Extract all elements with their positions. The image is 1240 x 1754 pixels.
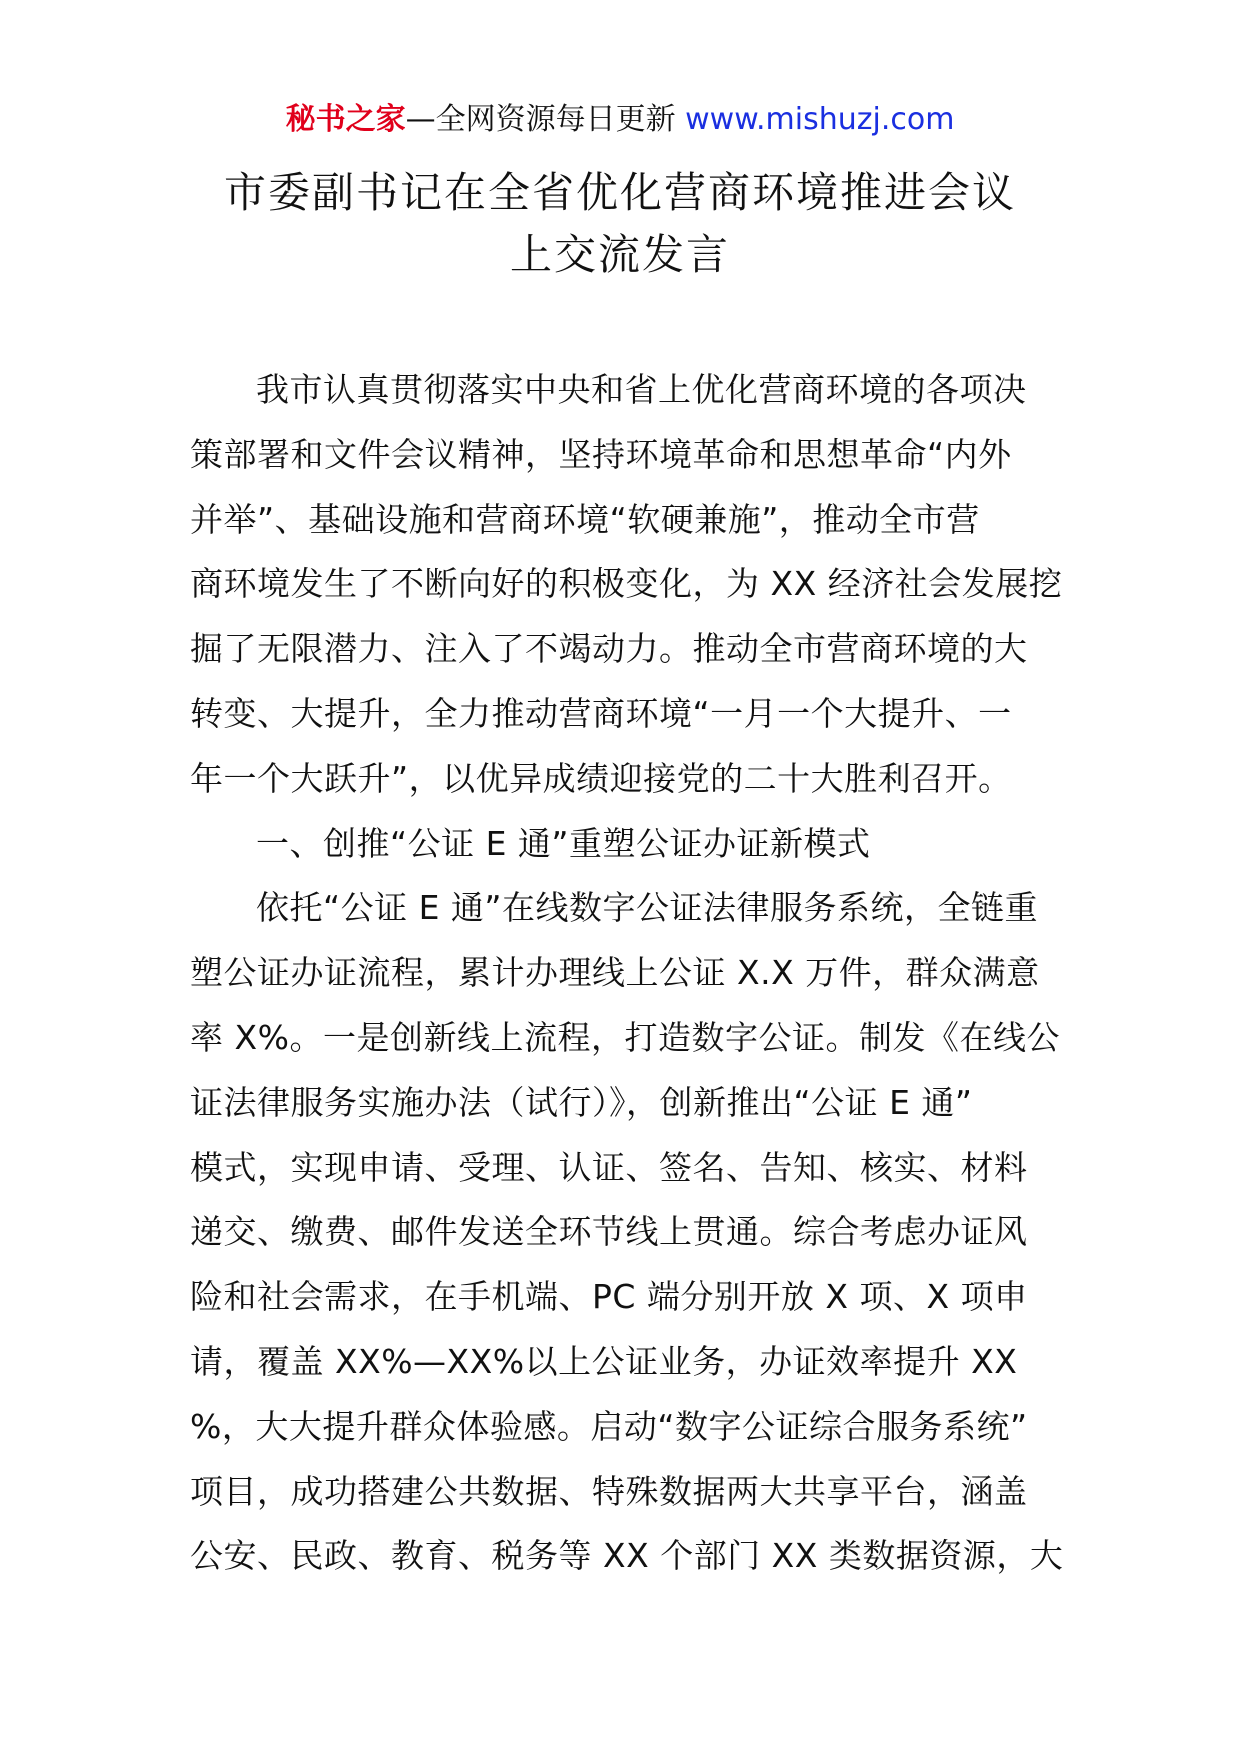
- paragraph-2-line: 塑公证办证流程，累计办理线上公证 X.X 万件，群众满意: [190, 953, 1040, 993]
- paragraph-1-line: 掘了无限潜力、注入了不竭动力。推动全市营商环境的大: [190, 629, 1028, 669]
- paragraph-2-line: 依托“公证 E 通”在线数字公证法律服务系统，全链重: [256, 888, 1039, 928]
- paragraph-1-line: 转变、大提升，全力推动营商环境“一月一个大提升、一: [190, 693, 1012, 733]
- title-line-2: 上交流发言: [509, 230, 730, 279]
- site-url-link[interactable]: www.mishuzj.com: [685, 102, 955, 137]
- title-line-1: 市委副书记在全省优化营商环境推进会议: [223, 168, 1016, 217]
- paragraph-2-line: 证法律服务实施办法（试行）》，创新推出“公证 E 通”: [190, 1082, 973, 1122]
- brand-name: 秘书之家: [285, 102, 406, 137]
- paragraph-2-line: 模式，实现申请、受理、认证、签名、告知、核实、材料: [190, 1147, 1028, 1187]
- header-tagline: —全网资源每日更新: [405, 102, 686, 137]
- paragraph-2-line: %，大大提升群众体验感。启动“数字公证综合服务系统”: [190, 1406, 1028, 1446]
- site-header: [0, 100, 1240, 140]
- document-body: [190, 358, 1064, 1589]
- paragraph-2-line: 项目，成功搭建公共数据、特殊数据两大共享平台，涵盖: [190, 1471, 1028, 1511]
- section-heading: 一、创推“公证 E 通”重塑公证办证新模式: [256, 823, 871, 863]
- paragraph-1-line: 策部署和文件会议精神，坚持环境革命和思想革命“内外: [190, 434, 1012, 474]
- paragraph-2-line: 险和社会需求，在手机端、PC 端分别开放 X 项、X 项申: [190, 1277, 1028, 1317]
- paragraph-2-line: 递交、缴费、邮件发送全环节线上贯通。综合考虑办证风: [190, 1212, 1028, 1252]
- paragraph-2-line: 请，覆盖 XX%—XX%以上公证业务，办证效率提升 XX: [190, 1341, 1018, 1381]
- paragraph-2-line: 公安、民政、教育、税务等 XX 个部门 XX 类数据资源，大: [190, 1536, 1064, 1576]
- paragraph-1-line: 年一个大跃升”，以优异成绩迎接党的二十大胜利召开。: [190, 758, 1012, 798]
- paragraph-2-line: 率 X%。一是创新线上流程，打造数字公证。制发《在线公: [190, 1017, 1060, 1057]
- paragraph-1-line: 商环境发生了不断向好的积极变化，为 XX 经济社会发展挖: [190, 564, 1063, 604]
- paragraph-1-line: 我市认真贯彻落实中央和省上优化营商环境的各项决: [256, 370, 1027, 409]
- paragraph-1-line: 并举”、基础设施和营商环境“软硬兼施”，推动全市营: [190, 499, 980, 539]
- document-title: [150, 162, 1090, 286]
